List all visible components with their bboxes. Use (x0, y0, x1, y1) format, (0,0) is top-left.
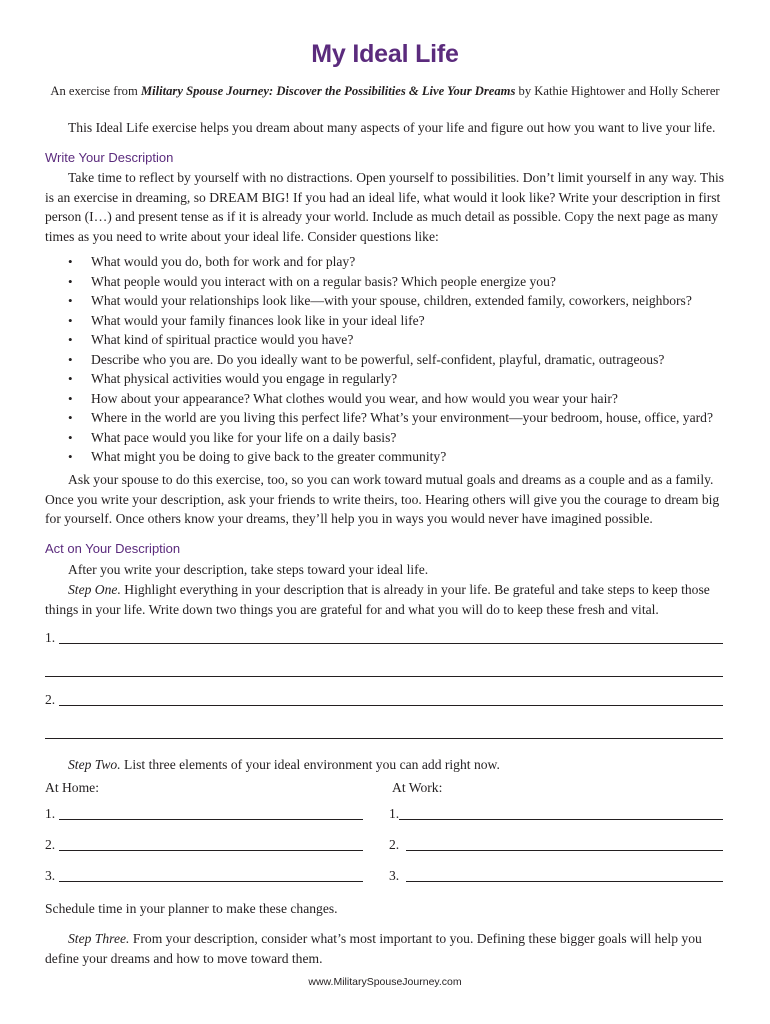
description-text: Take time to reflect by yourself with no distractions. Open yourself to possibilities. Don’t limit yourself in any way. This is an exercise in dreaming, so DREAM BIG! If you had an ideal life, what would it look like? Write your description in first person (I…) and present tense as if it is already your world. Include as much detail as possible. Copy the next page as many times as you need to write about your ideal life. Consider questions like: (45, 170, 725, 244)
gratitude-line-number: 1. (45, 630, 59, 645)
step-two-text: List three elements of your ideal environment you can add right now. (120, 757, 500, 772)
write-line[interactable] (406, 838, 723, 851)
act-intro (45, 560, 725, 580)
gratitude-line-number: 2. (45, 692, 59, 707)
byline-prefix: An exercise from (50, 84, 141, 98)
step-two-paragraph (68, 755, 748, 775)
at-home-label: At Home: (45, 780, 99, 795)
work-line-number: 3. (389, 868, 406, 883)
question-item (45, 369, 735, 389)
question-text: How about your appearance? What clothes would you wear, and how would you wear your hair? (91, 390, 618, 406)
description-paragraph (45, 168, 725, 246)
home-line-number: 3. (45, 868, 59, 883)
step-two-label: Step Two. (68, 757, 121, 772)
bullet-icon: • (68, 429, 73, 445)
closing-text: Ask your spouse to do this exercise, too, so you can work toward mutual goals and dreams as a couple and as a family. Once you write your description, ask your friends to write theirs, too. Hearing others will give you the courage to dream big for yourself. Once others know your dreams, they’ll help you in ways you would never have imagined possible. (45, 472, 720, 526)
at-work-label: At Work: (392, 780, 443, 795)
write-line[interactable] (59, 838, 363, 851)
closing-paragraph (45, 470, 725, 529)
book-title: Military Spouse Journey: Discover the Possibilities & Live Your Dreams (140, 84, 516, 98)
question-text: What people would you interact with on a regular basis? Which people energize you? (91, 273, 556, 289)
section-heading-act: Act on Your Description (45, 541, 181, 556)
question-text: What kind of spiritual practice would you have? (91, 332, 354, 347)
question-text: Describe who you are. Do you ideally want to be powerful, self-confident, playful, dramatic, outrageous? (91, 351, 665, 367)
write-line[interactable] (59, 631, 723, 644)
home-line-3[interactable] (45, 868, 363, 884)
step-three-text: From your description, consider what’s most important to you. Defining these bigger goals will help you define your dreams and how to move toward them. (45, 931, 702, 966)
bullet-icon: • (68, 293, 73, 308)
work-line-2[interactable] (389, 837, 723, 853)
footer-url: www.MilitarySpouseJourney.com (308, 976, 462, 988)
write-line[interactable] (59, 807, 363, 820)
question-text: Where in the world are you living this perfect life? What’s your environment—your bedroom, house, office, yard? (91, 410, 713, 425)
gratitude-line-1[interactable] (45, 630, 723, 646)
bullet-icon: • (68, 410, 73, 425)
question-item (45, 252, 735, 272)
write-line[interactable] (59, 693, 723, 706)
write-line[interactable] (406, 869, 723, 882)
bullet-icon: • (68, 254, 73, 269)
home-line-number: 1. (45, 806, 59, 821)
question-text: What would your family finances look like in your ideal life? (91, 312, 425, 328)
question-item (45, 272, 735, 292)
bullet-icon: • (68, 332, 73, 347)
question-item (45, 350, 735, 370)
byline (0, 84, 770, 99)
bullet-icon: • (68, 390, 73, 406)
question-text: What would you do, both for work and for play? (91, 254, 356, 269)
step-one-paragraph (45, 580, 725, 619)
home-line-1[interactable] (45, 806, 363, 822)
question-list (45, 252, 735, 467)
question-text: What might you be doing to give back to the greater community? (91, 449, 447, 464)
bullet-icon: • (68, 351, 73, 367)
section-heading-write: Write Your Description (45, 150, 174, 165)
question-text: What pace would you like for your life on a daily basis? (91, 429, 397, 445)
question-text: What would your relationships look like—with your spouse, children, extended family, coworkers, neighbors? (91, 293, 692, 308)
write-line[interactable] (59, 869, 363, 882)
bullet-icon: • (68, 273, 73, 289)
work-line-1[interactable] (389, 806, 723, 822)
byline-authors: by Kathie Hightower and Holly Scherer (515, 84, 720, 98)
gratitude-line-2[interactable] (45, 692, 723, 708)
act-intro-text: After you write your description, take steps toward your ideal life. (68, 562, 429, 577)
bullet-icon: • (68, 371, 73, 386)
step-three-label: Step Three. (68, 931, 130, 946)
home-line-2[interactable] (45, 837, 363, 853)
gratitude-line-1-continued[interactable] (45, 676, 723, 677)
work-line-number: 1. (389, 806, 400, 821)
question-item (45, 330, 735, 350)
question-item (45, 389, 735, 409)
question-text: What physical activities would you engage in regularly? (91, 371, 398, 386)
write-line[interactable] (399, 807, 723, 820)
question-item (45, 428, 735, 448)
question-item (45, 291, 735, 311)
work-line-number: 2. (389, 837, 406, 852)
bullet-icon: • (68, 312, 73, 328)
schedule-note: Schedule time in your planner to make these changes. (45, 901, 338, 916)
intro-paragraph: This Ideal Life exercise helps you dream about many aspects of your life and figure out how you want to live your life. (68, 120, 716, 135)
step-three-paragraph (45, 929, 725, 968)
home-line-number: 2. (45, 837, 59, 852)
bullet-icon: • (68, 449, 73, 464)
gratitude-line-2-continued[interactable] (45, 738, 723, 739)
question-item (45, 408, 735, 428)
step-one-label: Step One. (68, 582, 121, 597)
work-line-3[interactable] (389, 868, 723, 884)
question-item (45, 447, 735, 467)
step-one-text: Highlight everything in your description that is already in your life. Be grateful and take steps to keep those things in your life. Write down two things you are grateful for and what you will do to keep these fresh and vital. (45, 582, 710, 617)
page-title: My Ideal Life (311, 40, 459, 68)
question-item (45, 311, 735, 331)
